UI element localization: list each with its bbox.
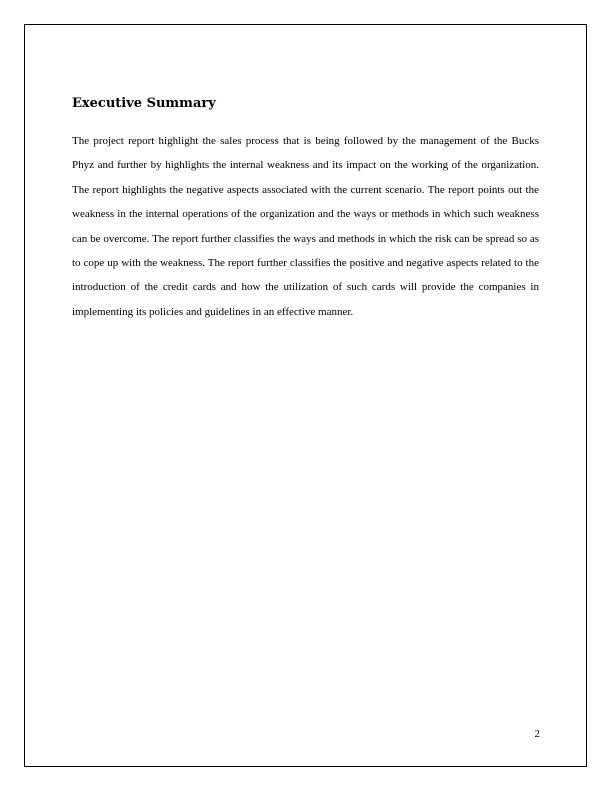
page-number: 2 [534,728,540,740]
summary-paragraph: The project report highlight the sales process that is being followed by the management of the Bucks Phyz and further by highlights the internal weakness and its impact on the working of the organization. The report highlights the negative aspects associated with the current scenario. The report points out the weakness in the internal operations of the organization and the ways or methods in which such weakness can be overcome. The report further classifies the ways and methods in which the risk can be spread so as to cope up with the weakness. The report further classifies the positive and negative aspects related to the introduction of the credit cards and how the utilization of such cards will provide the companies in implementing its policies and guidelines in an effective manner. [72,135,539,318]
section-heading: Executive Summary [72,96,216,111]
